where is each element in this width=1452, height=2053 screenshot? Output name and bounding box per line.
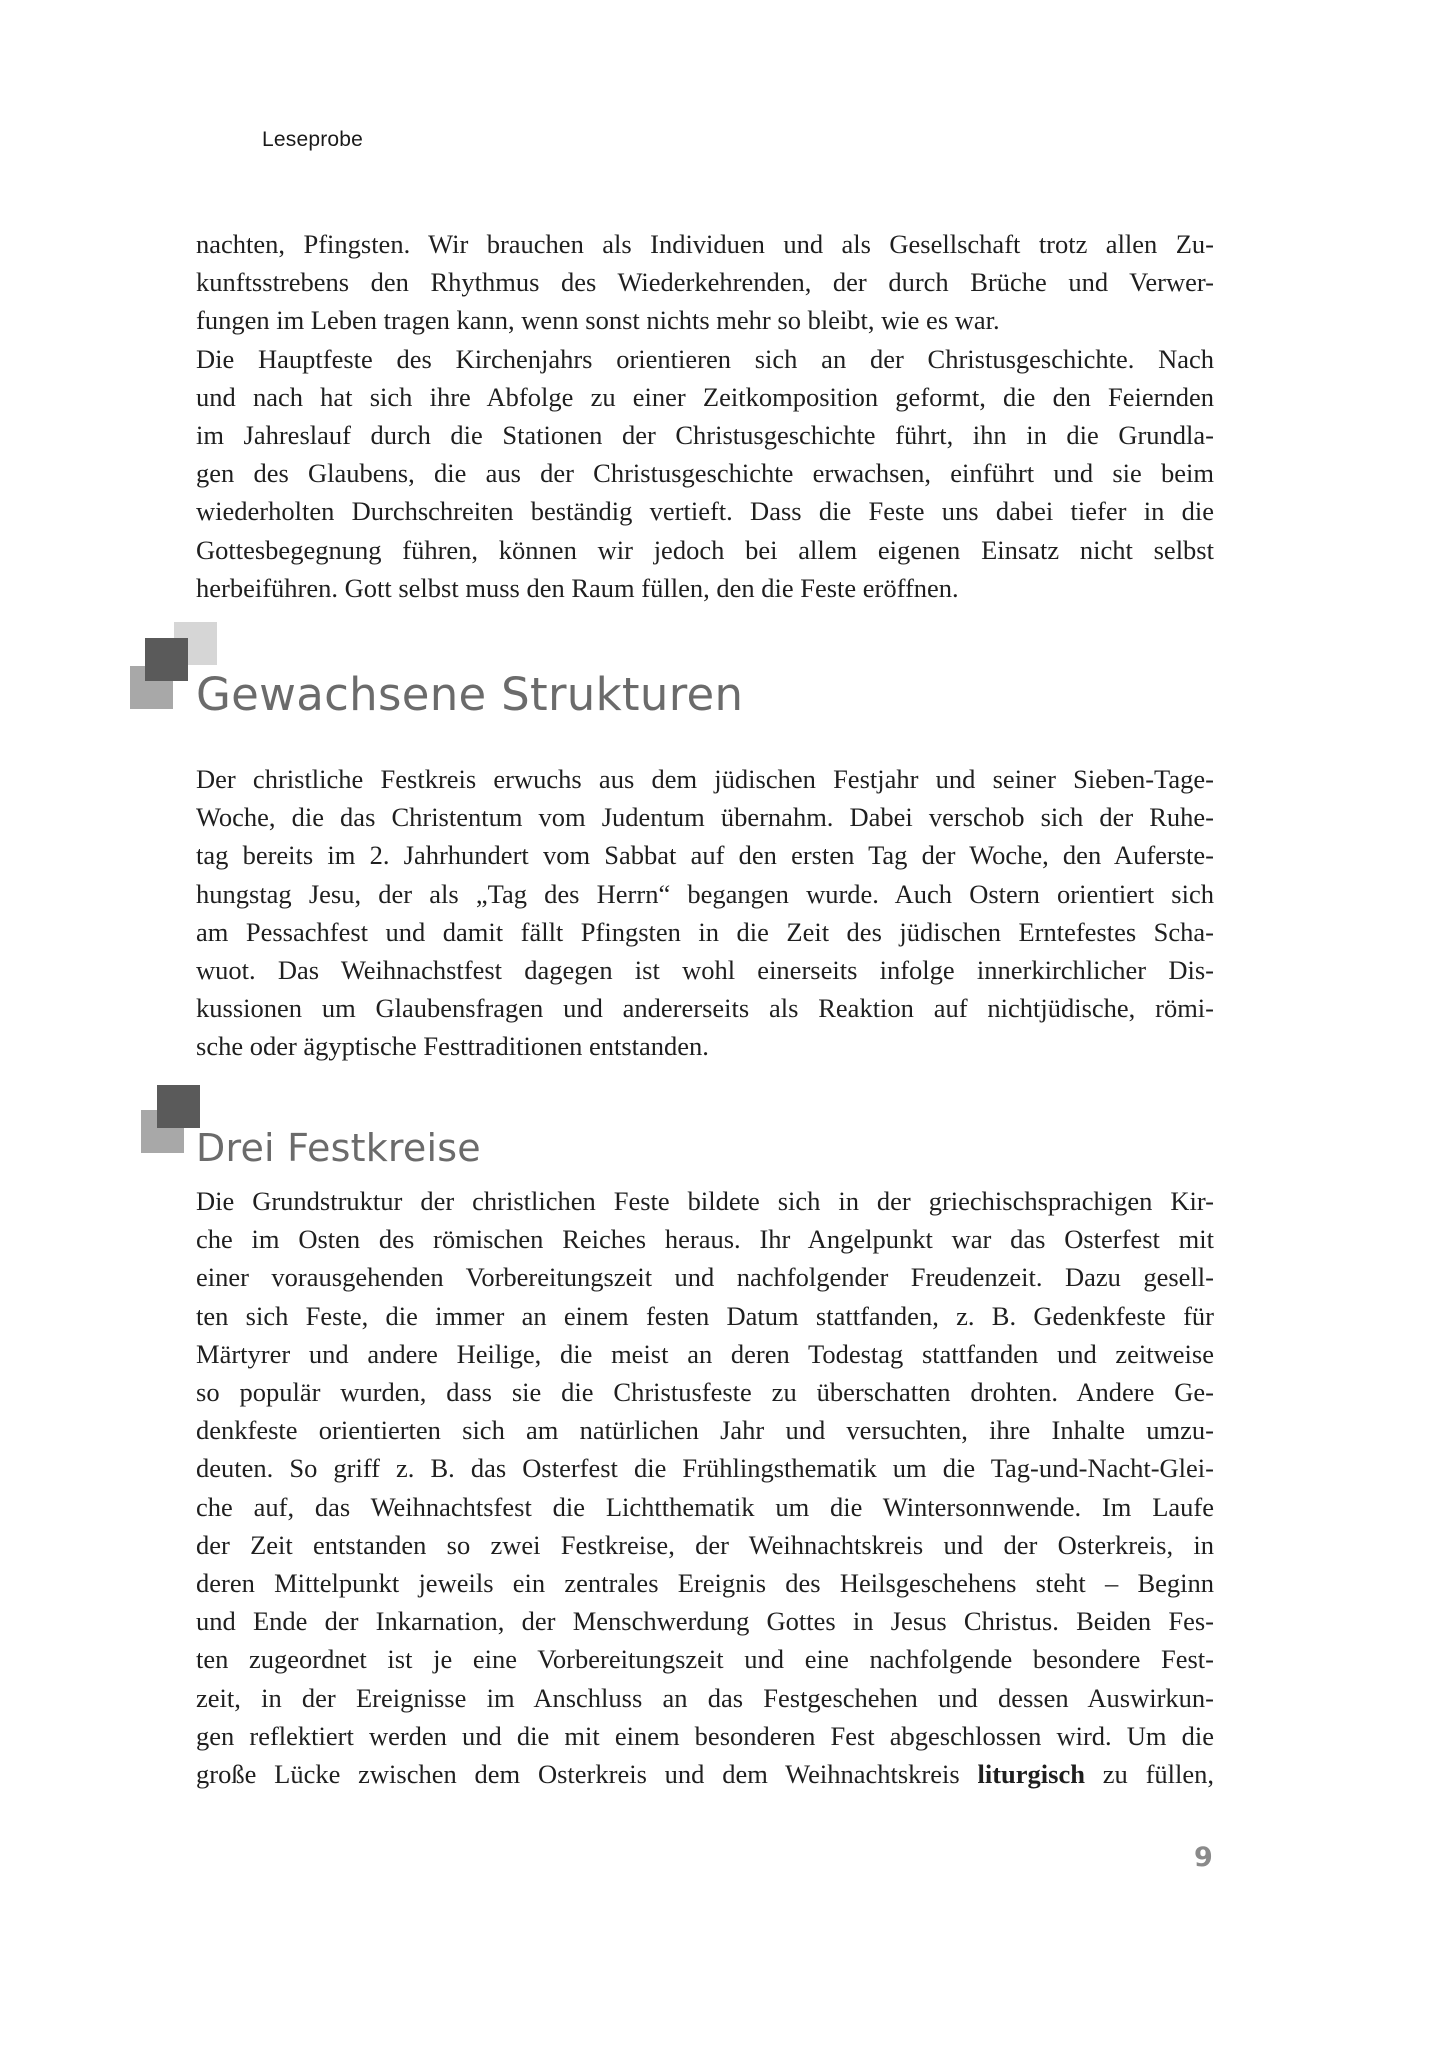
text-line: ten sich Feste, die immer an einem festen Datum stattfanden, z. B. Gedenkfeste für: [196, 1300, 1214, 1331]
text-line: Woche, die das Christentum vom Judentum übernahm. Dabei verschob sich der Ruhe-: [196, 802, 1214, 833]
text-line: sche oder ägyptische Festtraditionen entstanden.: [196, 1031, 709, 1062]
section-heading-drei-festkreise: Drei Festkreise: [196, 1126, 481, 1170]
bold-term-liturgisch: liturgisch: [977, 1759, 1085, 1790]
text-line: wiederholten Durchschreiten beständig vertieft. Dass die Feste uns dabei tiefer in die: [196, 496, 1214, 527]
text-line: deren Mittelpunkt jeweils ein zentrales Ereignis des Heilsgeschehens steht – Beginn: [196, 1568, 1214, 1599]
text-line: fungen im Leben tragen kann, wenn sonst nichts mehr so bleibt, wie es war.: [196, 305, 1000, 336]
subheading-ornament-dark-square: [157, 1085, 200, 1128]
section1-paragraph: [196, 760, 1214, 1066]
text-line: che auf, das Weihnachtsfest die Lichtthematik um die Wintersonnwende. Im Laufe: [196, 1491, 1214, 1522]
text-line: und Ende der Inkarnation, der Menschwerdung Gottes in Jesus Christus. Beiden Fes-: [196, 1606, 1214, 1637]
text-line: Der christliche Festkreis erwuchs aus dem jüdischen Festjahr und seiner Sieben-Tage-: [196, 764, 1214, 794]
text-line: herbeiführen. Gott selbst muss den Raum füllen, den die Feste eröffnen.: [196, 572, 959, 603]
text-line: tag bereits im 2. Jahrhundert vom Sabbat auf den ersten Tag der Woche, den Auferste-: [196, 840, 1214, 871]
text-line: der Zeit entstanden so zwei Festkreise, der Weihnachtskreis und der Osterkreis, in: [196, 1529, 1214, 1560]
section-heading-gewachsene-strukturen: Gewachsene Strukturen: [196, 668, 744, 721]
text-fragment: große Lücke zwischen dem Osterkreis und dem Weihnachtskreis: [196, 1759, 978, 1790]
text-line: zeit, in der Ereignisse im Anschluss an das Festgeschehen und dessen Auswirkun-: [196, 1682, 1214, 1713]
text-line: Gottesbegegnung führen, können wir jedoch bei allem eigenen Einsatz nicht selbst: [196, 534, 1214, 565]
heading-ornament-dark-square: [145, 638, 188, 681]
page-number: 9: [1194, 1842, 1213, 1873]
text-line: und nach hat sich ihre Abfolge zu einer Zeitkomposition geformt, die den Feiernden: [196, 381, 1214, 412]
text-line: gen reflektiert werden und die mit einem besonderen Fest abgeschlossen wird. Um die: [196, 1720, 1214, 1751]
text-line: einer vorausgehenden Vorbereitungszeit und nachfolgender Freudenzeit. Dazu gesell-: [196, 1262, 1214, 1293]
text-line: hungstag Jesu, der als „Tag des Herrn“ begangen wurde. Auch Ostern orientiert sich: [196, 878, 1214, 909]
text-line: ten zugeordnet ist je eine Vorbereitungszeit und eine nachfolgende besondere Fest-: [196, 1644, 1214, 1675]
text-line: nachten, Pfingsten. Wir brauchen als Individuen und als Gesellschaft trotz allen Zu-: [196, 229, 1214, 259]
text-line: Die Hauptfeste des Kirchenjahrs orientieren sich an der Christusgeschichte. Nach: [196, 343, 1214, 374]
text-line-with-bold-term: [196, 1755, 1214, 1793]
intro-paragraph: [196, 225, 1214, 607]
text-line: gen des Glaubens, die aus der Christusgeschichte erwachsen, einführt und sie beim: [196, 458, 1214, 489]
text-line: Märtyrer und andere Heilige, die meist an deren Todestag stattfanden und zeitweise: [196, 1338, 1214, 1369]
text-line: am Pessachfest und damit fällt Pfingsten in die Zeit des jüdischen Erntefestes Scha-: [196, 916, 1214, 947]
text-line: so populär wurden, dass sie die Christusfeste zu überschatten drohten. Andere Ge-: [196, 1377, 1214, 1408]
text-line: deuten. So griff z. B. das Osterfest die Frühlingsthematik um die Tag-und-Nacht-Glei-: [196, 1453, 1214, 1484]
section2-paragraph: [196, 1182, 1214, 1793]
text-fragment: zu füllen,: [1084, 1759, 1215, 1790]
text-line: denkfeste orientierten sich am natürlichen Jahr und versuchten, ihre Inhalte umzu-: [196, 1415, 1214, 1446]
running-header: Leseprobe: [262, 128, 364, 151]
text-line: im Jahreslauf durch die Stationen der Christusgeschichte führt, ihn in die Grundla-: [196, 420, 1214, 451]
text-line: kunftsstrebens den Rhythmus des Wiederkehrenden, der durch Brüche und Verwer-: [196, 267, 1214, 298]
text-line: wuot. Das Weihnachstfest dagegen ist wohl einerseits infolge innerkirchlicher Dis-: [196, 955, 1214, 986]
text-line: Die Grundstruktur der christlichen Feste bildete sich in der griechischsprachigen Kir-: [196, 1186, 1214, 1216]
text-line: che im Osten des römischen Reiches heraus. Ihr Angelpunkt war das Osterfest mit: [196, 1224, 1214, 1255]
text-line: kussionen um Glaubensfragen und andererseits als Reaktion auf nichtjüdische, römi-: [196, 993, 1214, 1024]
